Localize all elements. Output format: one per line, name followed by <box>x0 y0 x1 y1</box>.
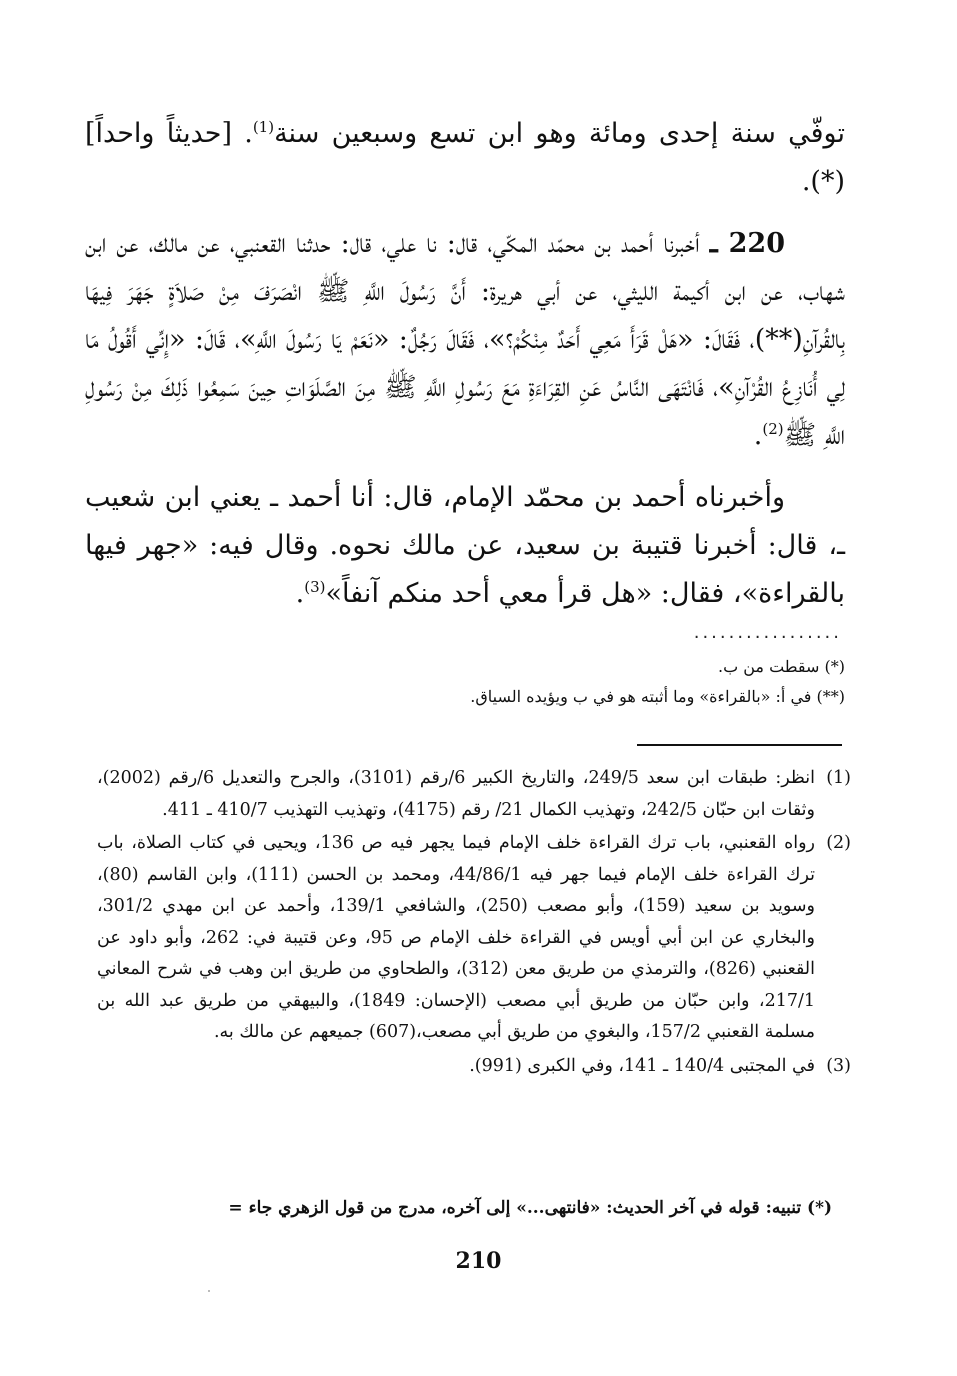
dotted-separator: ................. <box>693 622 842 643</box>
footnote-ref-1: (1) <box>252 118 275 136</box>
footnote-ref-3: (3) <box>304 578 326 596</box>
footnotes <box>97 763 851 1084</box>
hadith-220 <box>85 220 845 460</box>
footnote-number: (1) <box>826 768 851 788</box>
second-chain-tail: . <box>295 578 305 609</box>
paragraph-second-chain <box>85 474 845 618</box>
editor-notes <box>120 652 845 712</box>
page-number: 210 <box>455 1248 502 1274</box>
paragraph-intro <box>85 110 845 206</box>
footnote-3 <box>97 1051 851 1083</box>
footnote-number: (3) <box>826 1055 851 1076</box>
editor-note: (*) سقطت من ب. <box>718 657 845 676</box>
second-chain-text: وأخبرناه أحمد بن محمّد الإمام، قال: أنا أحمد ـ يعني ابن شعيب ـ، قال: أخبرنا قتيبة بن سعيد، عن مالك نحوه. وقال فيه: «جهر فيها بالقراءة»، فقال: «هل قرأ معي أحد منكم آنفاً» <box>85 482 845 609</box>
footnote-ref-2: (2) <box>762 420 784 438</box>
scan-speck <box>208 1290 210 1292</box>
footnote-rule <box>637 744 842 746</box>
editor-note: (**) في أ: «بالقراءة» وما أثبته هو في ب ويؤيده السياق. <box>470 687 845 706</box>
main-text <box>85 110 845 618</box>
hadith-text: أخبرنا أحمد بن محمّد المكّي، قال: نا علي، قال: حدثنا القعنبي، عن مالك، عن ابن شهاب، عن ابن أكيمة الليثي، عن أبي هريرة: أَنَّ رَسُولَ اللَّهِ ﷺ انْصَرَفَ مِنْ صَلاَةٍ جَهَرَ فِيهَا بِالقُرآنِ(**)، فَقَالَ: «هَلْ قَرَأَ مَعِي أَحَدٌ مِنْكُمْ؟»، فَقَالَ رَجُلٌ: «نَعَمْ يَا رَسُولَ اللَّهِ»، قَالَ: «إِنِّي أَقُولُ مَا لِي أُنَازِعُ القُرْآنِ»، فَانْتَهَى النَّاسُ عَنِ القِرَاءَةِ مَعَ رَسُولِ اللَّهِ ﷺ مِنَ الصَّلَوَاتِ حِينَ سَمِعُوا ذَلِكَ مِنْ رَسُولِ اللَّهِ ﷺ <box>85 228 845 451</box>
hadith-tail: . <box>753 420 763 451</box>
footnote-text: رواه القعنبي، باب ترك القراءة خلف الإمام فيما يجهر فيه ص 136، ويحيى في كتاب الصلاة، باب ترك القراءة خلف الإمام فيما جهر فيه 44/86/1، ومحمد بن الحسن (111)، وابن القاسم (80)، وسويد بن سعيد (159)، وأبو مصعب (250)، والشافعي 139/1، وأحمد عن ابن مهدي 301/2، والبخاري عن ابن أبي أويس في القراءة خلف الإمام ص 95، وعن قتيبة في: 262، وأبو داود عن القعنبي (826)، والترمذي من طريق معن (312)، والطحاوي من طريق ابن وهب في شرح المعاني 217/1، وابن حبّان من طريق أبي مصعب (الإحسان: 1849)، والبيهقي من طريق عبد الله بن مسلمة القعنبي 157/2، والبغوي من طريق أبي مصعب،(607) جميعهم عن مالك به. <box>97 833 816 1042</box>
footnote-number: (2) <box>826 833 851 853</box>
hadith-number: 220 ـ <box>709 228 785 259</box>
intro-text: توفّي سنة إحدى ومائة وهو ابن تسع وسبعين سنة <box>274 118 845 149</box>
footnote-text: انظر: طبقات ابن سعد 249/5، والتاريخ الكبير 6/رقم (3101)، والجرح والتعديل 6/رقم (2002)، وثقات ابن حبّان 242/5، وتهذيب الكمال 21/ رقم (4175)، وتهذيب التهذيب 410/7 ـ 411. <box>97 768 816 820</box>
tanbih-note: (*) تنبيه: قوله في آخر الحديث: «فانتهى...» إلى آخره، مدرج من قول الزهري جاء = <box>228 1198 832 1218</box>
footnote-1 <box>97 763 851 826</box>
intro-tail: . [حديثاً واحداً](*). <box>85 118 845 197</box>
footnote-text: في المجتبى 140/4 ـ 141، وفي الكبرى (991). <box>469 1055 815 1076</box>
footnote-2 <box>97 828 851 1049</box>
